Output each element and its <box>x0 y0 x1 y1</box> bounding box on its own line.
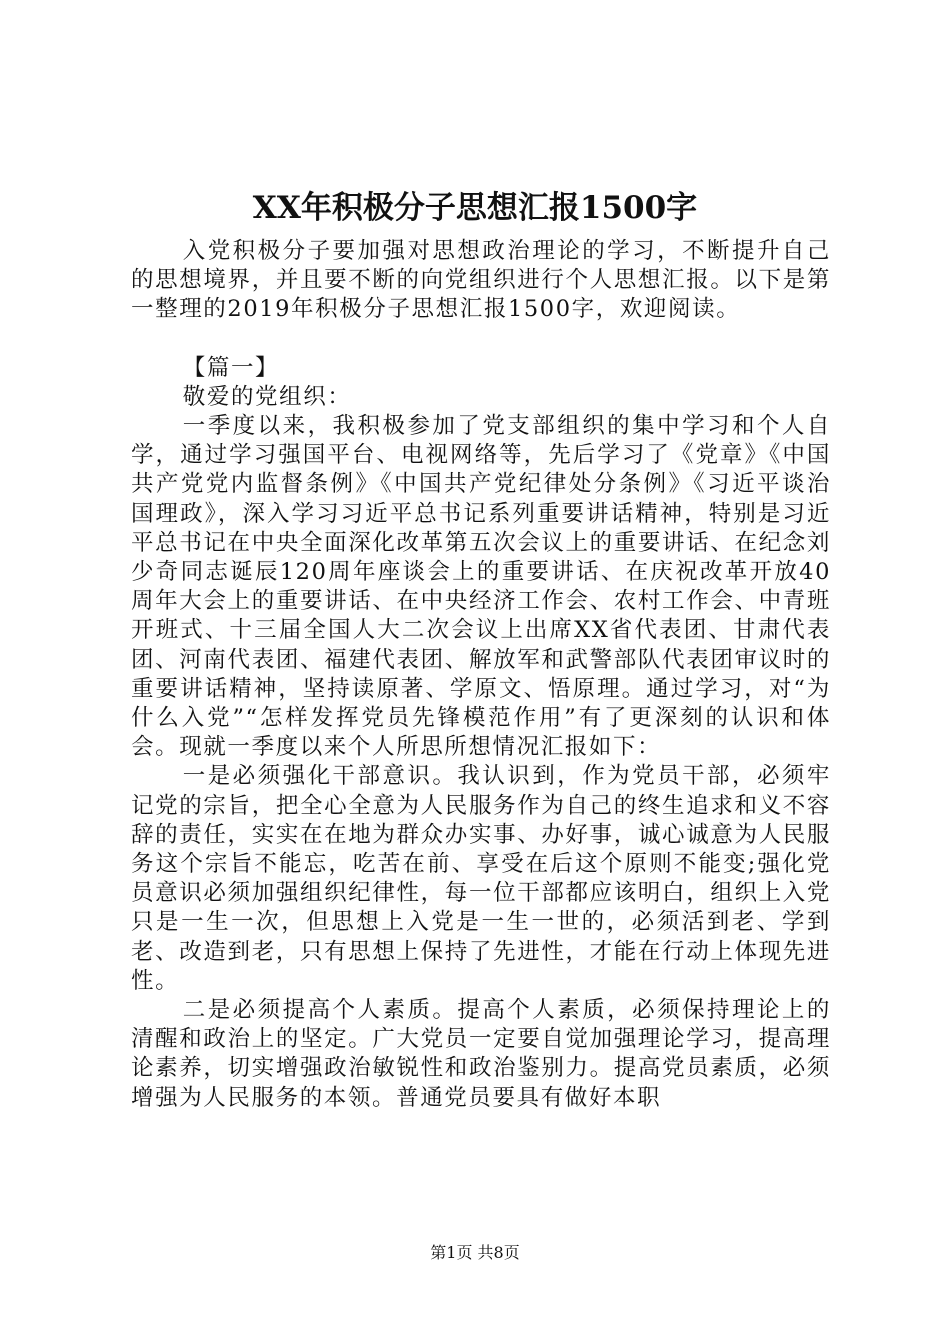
body-paragraph-3: 二是必须提高个人素质。提高个人素质，必须保持理论上的清醒和政治上的坚定。广大党员一定要自觉加强理论学习，提高理论素养，切实增强政治敏锐性和政治鉴别力。提高党员素质，必须增强为人民服务的本领。普通党员要具有做好本职 <box>131 997 831 1111</box>
body-paragraph-2: 一是必须强化干部意识。我认识到，作为党员干部，必须牢记党的宗旨，把全心全意为人民服务作为自己的终生追求和义不容辞的责任，实实在在地为群众办实事、办好事，诚心诚意为人民服务这个宗旨不能忘，吃苦在前、享受在后这个原则不能变;强化党员意识必须加强组织纪律性，每一位干部都应该明白，组织上入党只是一生一次，但思想上入党是一生一世的，必须活到老、学到老、改造到老，只有思想上保持了先进性，才能在行动上体现先进性。 <box>131 763 831 994</box>
body-paragraph-1: 一季度以来，我积极参加了党支部组织的集中学习和个人自学，通过学习强国平台、电视网络等，先后学习了《党章》《中国共产党党内监督条例》《中国共产党纪律处分条例》《习近平谈治国理政》，深入学习习近平总书记系列重要讲话精神，特别是习近平总书记在中央全面深化改革第五次会议上的重要讲话、在纪念刘少奇同志诞辰120周年座谈会上的重要讲话、在庆祝改革开放40周年大会上的重要讲话、在中央经济工作会、农村工作会、中青班开班式、十三届全国人大二次会议上出席XX省代表团、甘肃代表团、河南代表团、福建代表团、解放军和武警部队代表团审议时的重要讲话精神，坚持读原著、学原文、悟原理。通过学习，对“为什么入党”“怎样发挥党员先锋模范作用”有了更深刻的认识和体会。现就一季度以来个人所思所想情况汇报如下： <box>131 413 831 761</box>
paragraph-gap <box>131 325 831 354</box>
document-body <box>131 237 831 1113</box>
document-title: XX年积极分子思想汇报1500字 <box>252 190 698 226</box>
salutation: 敬爱的党组织： <box>182 383 352 410</box>
intro-paragraph: 入党积极分子要加强对思想政治理论的学习，不断提升自己的思想境界，并且要不断的向党组织进行个人思想汇报。以下是第一整理的2019年积极分子思想汇报1500字，欢迎阅读。 <box>131 238 831 323</box>
page-indicator: 第1页 共8页 <box>430 1243 520 1262</box>
section-heading: 【篇一】 <box>182 354 280 381</box>
